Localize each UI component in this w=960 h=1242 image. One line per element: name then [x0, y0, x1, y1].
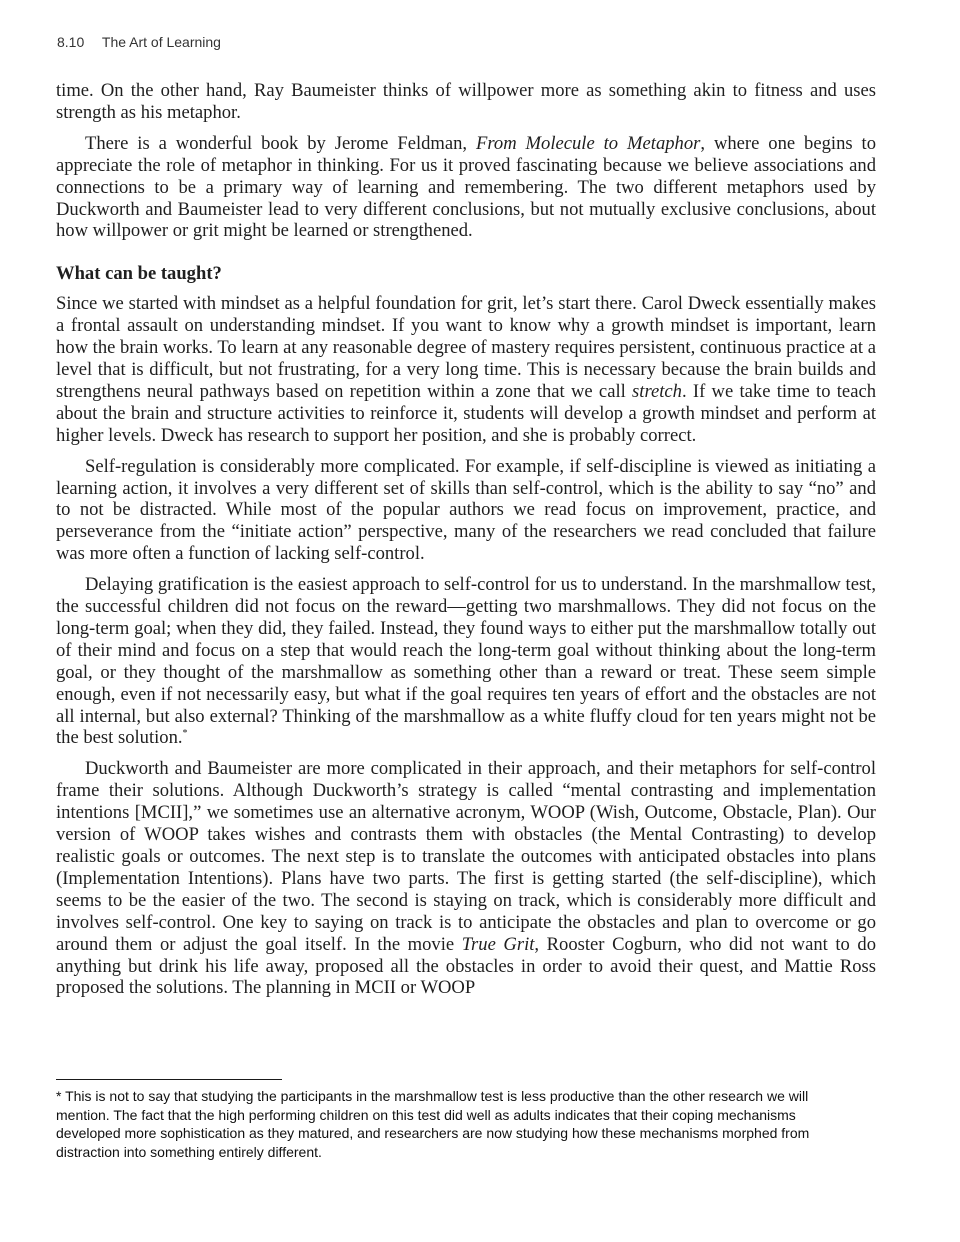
paragraph-6 [56, 758, 876, 999]
paragraph-5 [56, 574, 876, 749]
paragraph-3-text-b: . If we take time to teach about the brain and structure activities to reinforce it, students will develop a growth mindset and perform at higher levels. Dweck has research to support her position, and she is probably correct. [56, 380, 876, 446]
running-head [57, 34, 221, 50]
section-heading: What can be taught? [56, 263, 222, 285]
book-title-reference: From Molecule to Metaphor [476, 132, 701, 154]
book-title: The Art of Learning [101, 34, 221, 50]
paragraph-6-text-b: , Rooster Cogburn, who did not want to do anything but drink his life away, proposed all the obstacles in order to avoid their quest, and Mattie Ross proposed the solutions. The planning in MCII or WOOP [56, 933, 877, 999]
paragraph-6-text-a: Duckworth and Baumeister are more complicated in their approach, and their metaphors for self-control frame their solutions. Although Duckworth’s strategy is called “mental contrasting and implementation intentions [MCII],” we sometimes use an alternative acronym, WOOP (Wish, Outcome, Obstacle, Plan). Our version of WOOP takes wishes and contrasts them with obstacles (the Mental Contrasting) to develop realistic goals or outcomes. The next step is to translate the outcomes with anticipated obstacles into plans (Implementation Intentions). Plans have two parts. The first is getting started (the self-discipline), which seems to be the easier of the two. The second is staying on track, which is considerably more difficult and involves self-control. One key to saying on track is to anticipate the obstacles and plan to overcome or go around them or adjust the goal itself. In the movie [56, 758, 876, 955]
stretch-term: stretch [632, 380, 682, 402]
paragraph-3 [56, 293, 876, 446]
page-body [56, 80, 876, 1008]
paragraph-5-text: Delaying gratification is the easiest approach to self-control for us to understand. In the marshmallow test, the successful children did not focus on the reward—getting two marshmallows. They did not focus on the long-term goal; when they did, they failed. Instead, they found ways to either put the marshmallow totally out of their mind and focus on a step that would reach the long-term goal without thinking about the long-term goal, or they thought of the marshmallow as something other than a reward or treat. These seem simple enough, even if not necessarily easy, but what if the goal requires ten years of effort and the obstacles are not all internal, but also external? Thinking of the marshmallow as a white fluffy cloud for ten years might not be the best solution. [56, 574, 876, 749]
paragraph-2 [56, 133, 876, 243]
paragraph-2-text-b: , where one begins to appreciate the role of metaphor in thinking. For us it proved fascinating because we believe associations and connections to be a primary way of learning and remembering. The two different metaphors used by Duckworth and Baumeister lead to very different conclusions, but not mutually exclusive conclusions, about how willpower or grit might be learned or strengthened. [56, 132, 876, 242]
paragraph-1: time. On the other hand, Ray Baumeister thinks of willpower more as something akin to fitness and uses strength as his metaphor. [56, 80, 876, 123]
page-number: 8.10 [57, 34, 85, 50]
movie-title-reference: True Grit [461, 933, 535, 955]
paragraph-4: Self-regulation is considerably more complicated. For example, if self-discipline is viewed as initiating a learning action, it involves a very different set of skills than self-control, which is the ability to say “no” and to not be distracted. While most of the popular authors we read focus on improvement, practice, and perseverance from the “initiate action” perspective, many of the researchers we read concluded that failure was more often a function of lacking self-control. [56, 455, 876, 565]
footnote-marker[interactable]: * [182, 728, 188, 740]
footnote-divider [56, 1079, 282, 1080]
paragraph-3-text-a: Since we started with mindset as a helpful foundation for grit, let’s start there. Carol Dweck essentially makes a frontal assault on understanding mindset. If you want to know why a growth mindset is important, learn how the brain works. To learn at any reasonable degree of mastery requires persistent, continuous practice at a level that is difficult, but not frustrating, for a very long time. This is necessary because the brain builds and strengthens neural pathways based on repetition within a zone that we call [56, 293, 876, 402]
paragraph-2-text-a: There is a wonderful book by Jerome Feldman, [85, 132, 476, 154]
footnote: * This is not to say that studying the participants in the marshmallow test is less productive than the other research we will mention. The fact that the high performing children on this test did well as adults indicates that their coping mechanisms developed more sophistication as they matured, and researchers are now studying how these mechanisms morphed from distraction into something entirely different. [56, 1088, 810, 1160]
